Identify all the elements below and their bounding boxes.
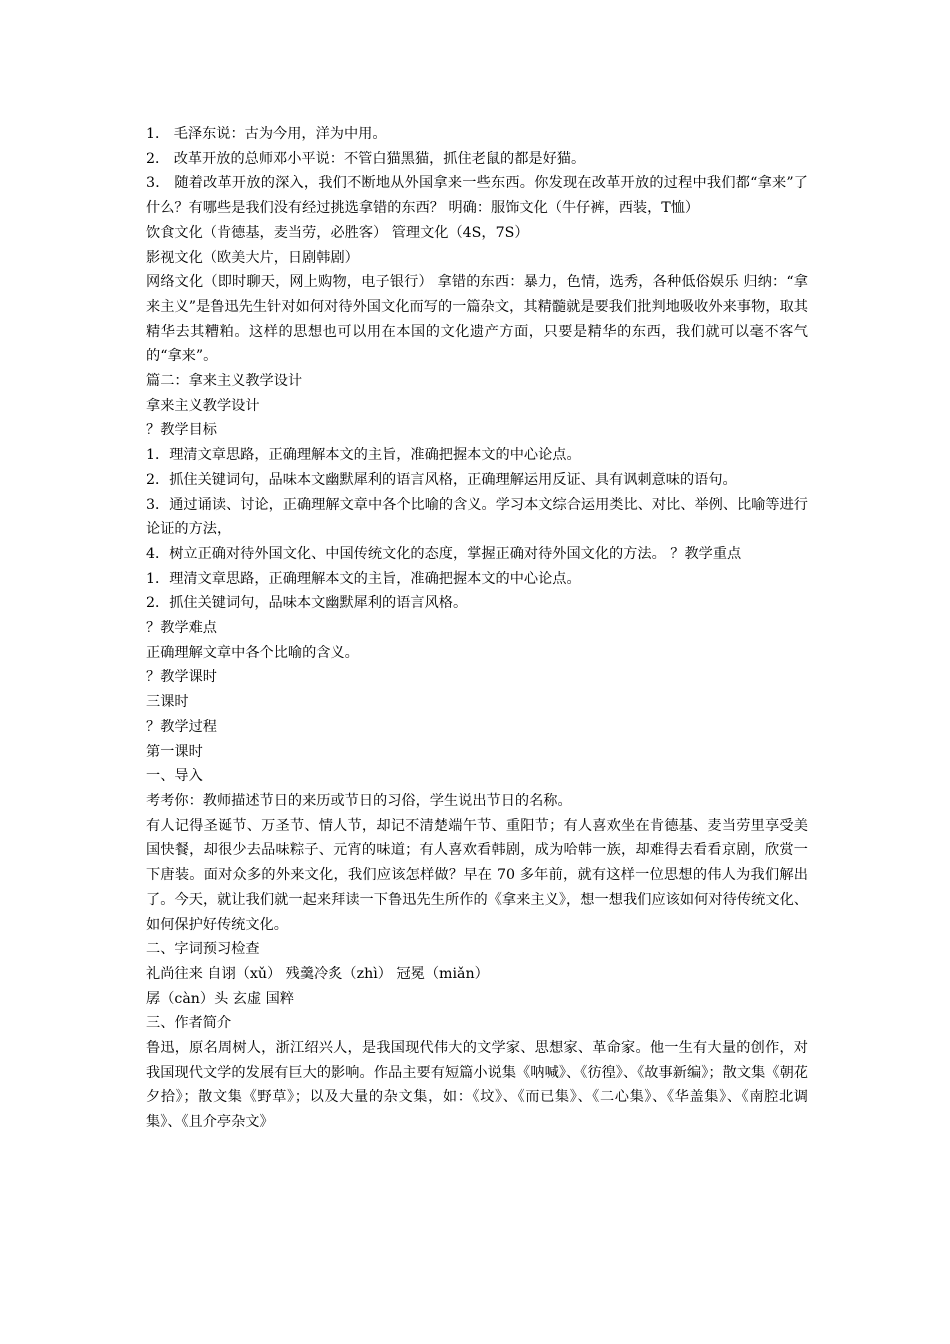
vocabulary-line-2: 孱（càn）头 玄虚 国粹 xyxy=(146,990,295,1007)
section-heading-part-two: 篇二：拿来主义教学设计 xyxy=(146,373,303,390)
paragraph-2: 2． 改革开放的总师邓小平说：不管白猫黑猫，抓住老鼠的都是好猫。 xyxy=(146,150,586,167)
paragraph-6: 网络文化（即时聊天，网上购物，电子银行） 拿错的东西：暴力，色情，选秀，各种低俗娱乐 归纳：“拿来主义”是鲁迅先生针对如何对待外国文化而写的一篇杂文，其精髓就是要我们批判地吸收外来事物，取其精华去其糟粕。这样的思想也可以用在本国的文化遗产方面，只要是精华的东西，我们就可以毫不客气的“拿来”。 xyxy=(146,274,808,365)
paragraph-5: 影视文化（欧美大片，日剧韩剧） xyxy=(146,249,359,266)
heading-vocabulary-check: 二、字词预习检查 xyxy=(146,941,260,958)
heading-teaching-process: ？教学过程 xyxy=(146,718,217,735)
goal-item-1: 1．理清文章思路，正确理解本文的主旨，准确把握本文的中心论点。 xyxy=(146,447,581,464)
paragraph-4: 饮食文化（肯德基，麦当劳，必胜客） 管理文化（4S，7S） xyxy=(146,224,529,241)
goal-item-2: 2．抓住关键词句，品味本文幽默犀利的语言风格，正确理解运用反证、具有讽刺意味的语句。 xyxy=(146,471,737,488)
paragraph-3: 3． 随着改革开放的深入，我们不断地从外国拿来一些东西。你发现在改革开放的过程中我们都“拿来”了什么？有哪些是我们没有经过挑选拿错的东西？ 明确：服饰文化（牛仔裤，西装，T恤） xyxy=(146,175,808,217)
heading-first-lesson: 第一课时 xyxy=(146,743,203,760)
heading-class-hours: ？教学课时 xyxy=(146,669,217,686)
heading-difficulties: ？教学难点 xyxy=(146,620,217,637)
key-point-2: 2．抓住关键词句，品味本文幽默犀利的语言风格。 xyxy=(146,595,468,612)
heading-author-intro: 三、作者简介 xyxy=(146,1015,232,1032)
difficulty-item: 正确理解文章中各个比喻的含义。 xyxy=(146,644,359,661)
heading-teaching-goals: ？教学目标 xyxy=(146,422,217,439)
goal-item-3: 3．通过诵读、讨论，正确理解文章中各个比喻的含义。学习本文综合运用类比、对比、举例、比喻等进行论证的方法， xyxy=(146,496,808,538)
class-hours-value: 三课时 xyxy=(146,694,189,711)
document-page xyxy=(146,122,808,1135)
heading-introduction: 一、导入 xyxy=(146,768,203,785)
intro-paragraph: 有人记得圣诞节、万圣节、情人节，却记不清楚端午节、重阳节；有人喜欢坐在肯德基、麦当劳里享受美国快餐，却很少去品味粽子、元宵的味道；有人喜欢看韩剧，成为哈韩一族，却难得去看看京剧，欣赏一下唐装。面对众多的外来文化，我们应该怎样做？早在 70 多年前，就有这样一位思想的伟人为我们解出了。今天，就让我们就一起来拜读一下鲁迅先生所作的《拿来主义》，想一想我们应该如何对待传统文化、如何保护好传统文化。 xyxy=(146,817,808,933)
document-title: 拿来主义教学设计 xyxy=(146,397,260,414)
quiz-paragraph: 考考你：教师描述节日的来历或节日的习俗，学生说出节日的名称。 xyxy=(146,792,572,809)
paragraph-1: 1． 毛泽东说：古为今用，洋为中用。 xyxy=(146,126,387,142)
vocabulary-line-1: 礼尚往来 自诩（xǔ） 残羹冷炙（zhì） 冠冕（miǎn） xyxy=(146,965,489,982)
key-point-1: 1．理清文章思路，正确理解本文的主旨，准确把握本文的中心论点。 xyxy=(146,570,581,587)
goal-item-4: 4．树立正确对待外国文化、中国传统文化的态度，掌握正确对待外国文化的方法。 ？教学重点 xyxy=(146,545,742,562)
author-paragraph: 鲁迅，原名周树人，浙江绍兴人，是我国现代伟大的文学家、思想家、革命家。他一生有大量的创作，对我国现代文学的发展有巨大的影响。作品主要有短篇小说集《呐喊》、《彷徨》、《故事新编》；散文集《朝花夕拾》；散文集《野草》；以及大量的杂文集，如：《坟》、《而已集》、《二心集》、《华盖集》、《南腔北调集》、《且介亭杂文》 xyxy=(146,1040,808,1131)
